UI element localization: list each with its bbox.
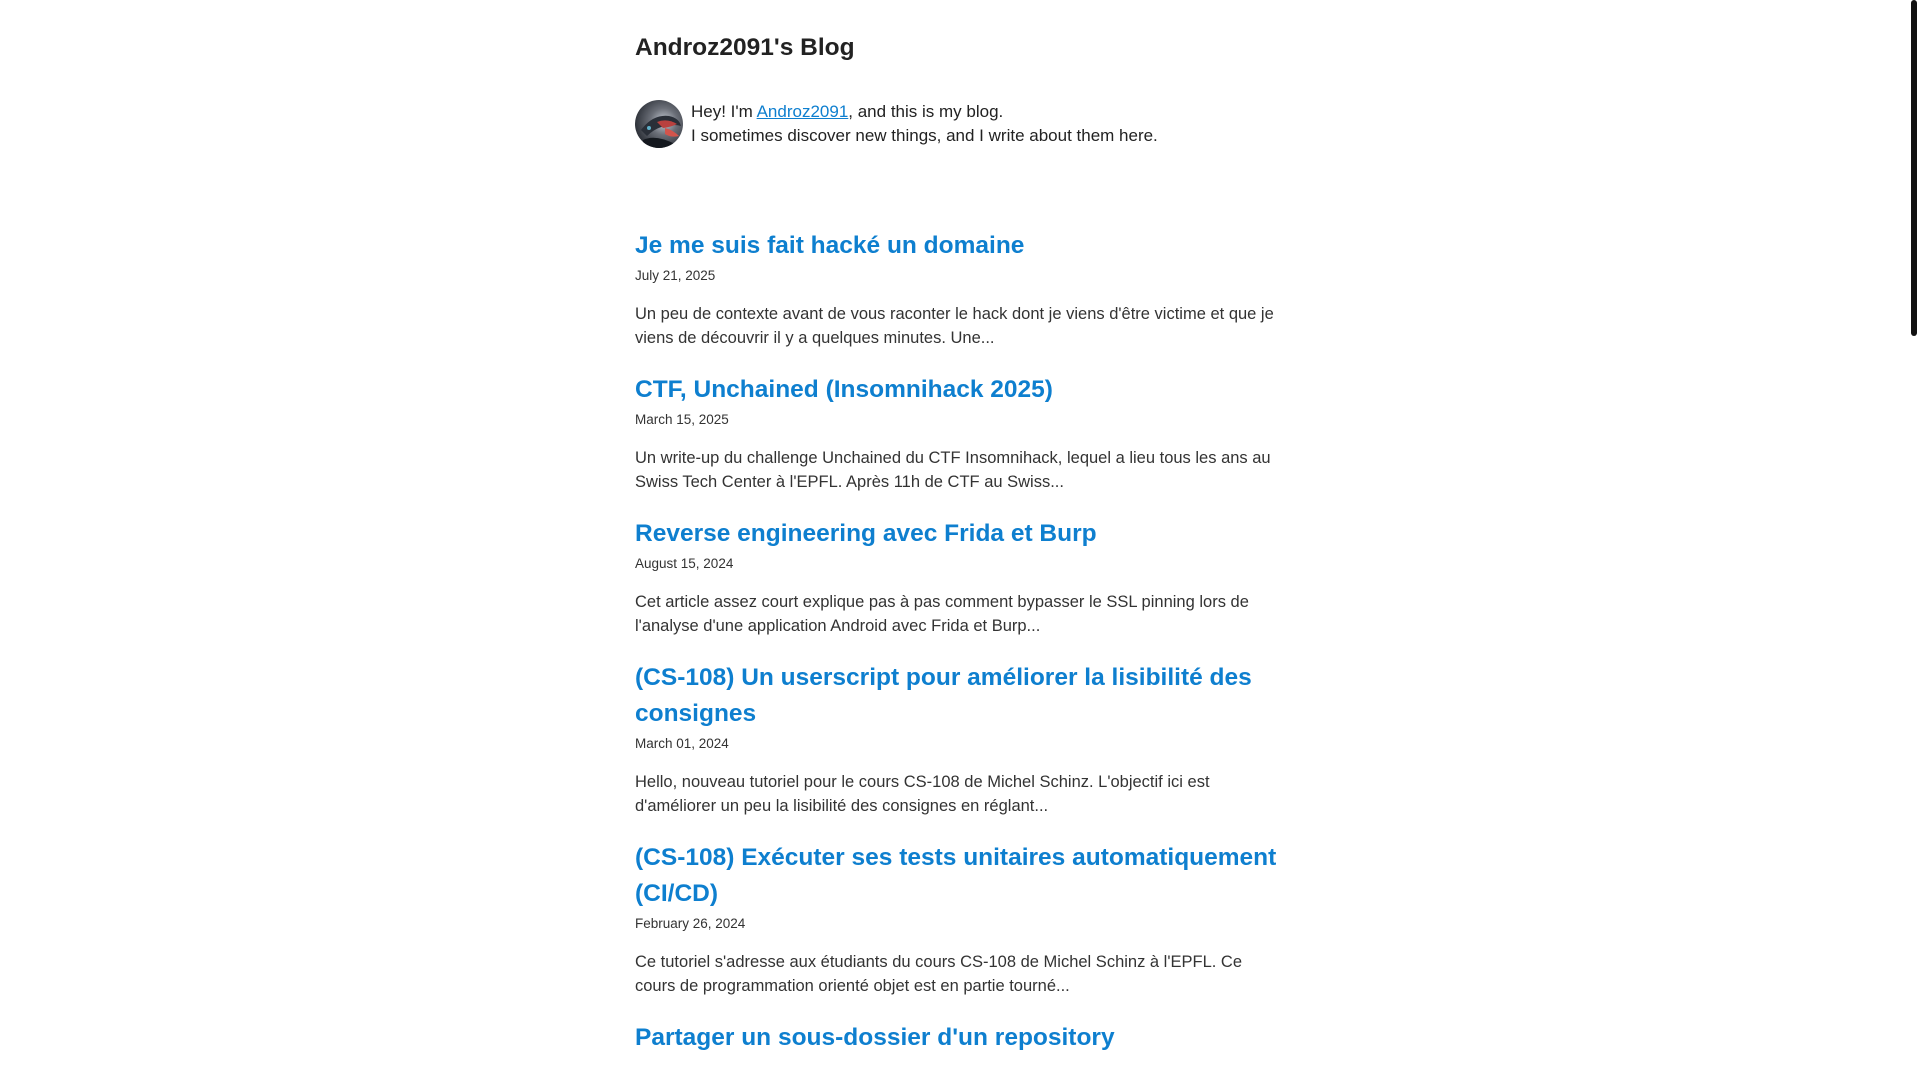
post-date: February 26, 2024 xyxy=(635,916,746,931)
post-excerpt: Hello, nouveau tutoriel pour le cours CS-108 de Michel Schinz. L'objectif ici est d'améliorer un peu la lisibilité des consignes en réglant... xyxy=(635,773,1210,815)
post-item xyxy=(635,840,1280,998)
intro-prefix: Hey! I'm xyxy=(691,102,757,121)
post-list xyxy=(635,228,1280,1078)
post-title-link[interactable]: Partager un sous-dossier d'un repository xyxy=(635,1024,1115,1051)
post-excerpt: Un write-up du challenge Unchained du CTF Insomnihack, lequel a lieu tous les ans au Swiss Tech Center à l'EPFL. Après 11h de CTF au Swiss... xyxy=(635,449,1271,491)
post-title-link[interactable]: (CS-108) Exécuter ses tests unitaires automatiquement (CI/CD) xyxy=(635,844,1277,907)
post-excerpt: Ce tutoriel s'adresse aux étudiants du cours CS-108 de Michel Schinz à l'EPFL. Ce cours de programmation orienté objet est en partie tourné... xyxy=(635,953,1243,995)
avatar xyxy=(635,100,683,148)
post-date: July 21, 2025 xyxy=(635,268,716,283)
post-date: March 01, 2024 xyxy=(635,736,729,751)
post-item xyxy=(635,516,1280,638)
intro-suffix: , and this is my blog. xyxy=(848,102,1004,121)
post-item xyxy=(635,372,1280,494)
post-date: March 15, 2025 xyxy=(635,412,729,427)
author-intro xyxy=(635,100,1280,148)
post-excerpt: Cet article assez court explique pas à pas comment bypasser le SSL pinning lors de l'analyse d'une application Android avec Frida et Burp... xyxy=(635,593,1249,635)
post-item xyxy=(635,228,1280,350)
intro-line-1 xyxy=(691,100,1158,124)
post-title-link[interactable]: (CS-108) Un userscript pour améliorer la lisibilité des consignes xyxy=(635,664,1252,727)
post-excerpt: Un peu de contexte avant de vous raconter le hack dont je viens d'être victime et que je viens de découvrir il y a quelques minutes. Une... xyxy=(635,305,1274,347)
post-title-link[interactable]: Je me suis fait hacké un domaine xyxy=(635,232,1025,259)
intro-text xyxy=(691,100,1158,148)
author-link[interactable]: Androz2091 xyxy=(756,102,849,121)
post-title-link[interactable]: CTF, Unchained (Insomnihack 2025) xyxy=(635,376,1053,403)
post-date: August 15, 2024 xyxy=(635,556,734,571)
post-item xyxy=(635,660,1280,818)
site-title[interactable]: Androz2091's Blog xyxy=(635,34,855,61)
vertical-scrollbar[interactable] xyxy=(1908,0,1920,1080)
scrollbar-thumb[interactable] xyxy=(1911,0,1917,336)
post-item xyxy=(635,1020,1280,1056)
intro-line-2: I sometimes discover new things, and I write about them here. xyxy=(691,126,1158,145)
avatar-image xyxy=(635,100,683,148)
post-title-link[interactable]: Reverse engineering avec Frida et Burp xyxy=(635,520,1097,547)
